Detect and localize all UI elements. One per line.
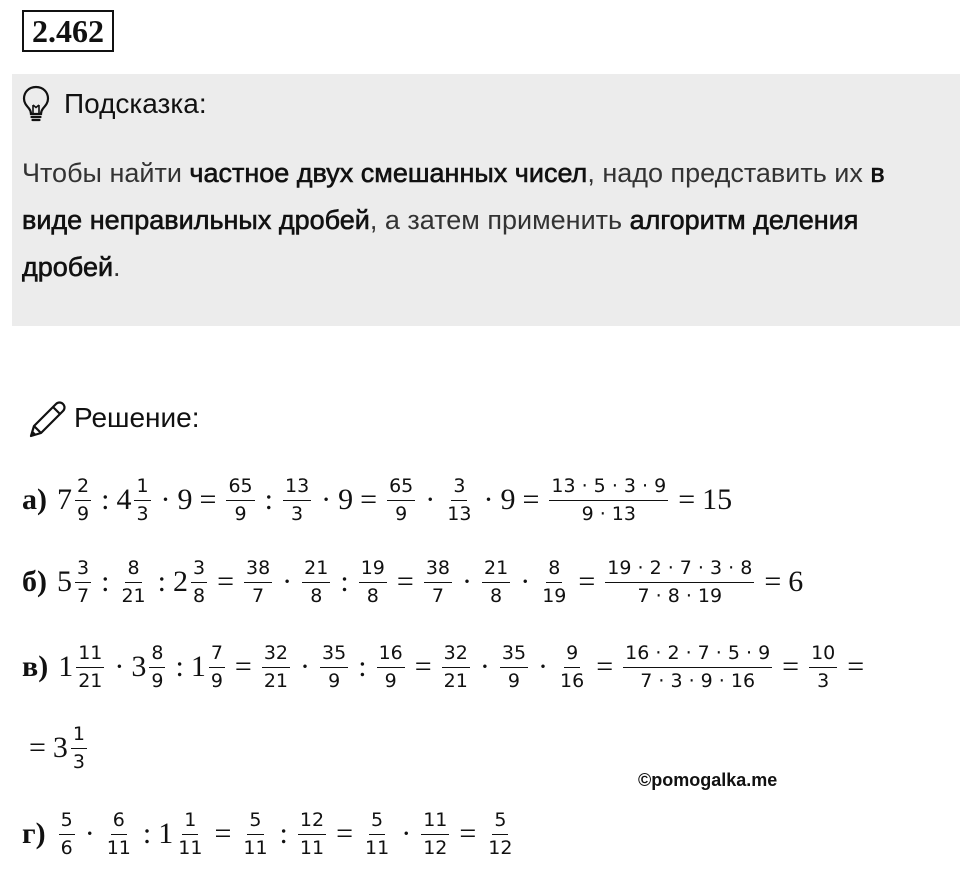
hint-text-part: , а затем применить [369,205,630,235]
operator: · [282,565,293,598]
numerator: 5 [247,808,263,835]
fraction [445,474,473,527]
denominator: 13 [447,502,472,525]
denominator: 21 [121,584,146,607]
fraction [363,808,391,861]
denominator: 3 [72,750,86,773]
denominator: 16 [560,669,585,692]
numerator: 38 [244,556,272,583]
denominator: 8 [192,584,206,607]
fraction [558,641,586,694]
fraction [482,556,510,609]
denominator: 6 [60,836,73,859]
numerator: 19 [359,556,387,583]
denominator: 8 [366,584,379,607]
item-label: в) [22,650,49,683]
hint-emphasis: алгоритм деления дробей [22,205,859,282]
fraction [75,474,91,527]
operator: : [101,565,110,598]
fraction [320,641,348,694]
numerator: 16 · 2 · 7 · 5 · 9 [623,641,772,668]
fraction [387,474,415,527]
number: 6 [788,565,804,598]
fraction [283,474,311,527]
operator: · [160,483,171,516]
numerator: 9 [564,641,580,668]
numerator: 8 [149,641,165,668]
number: 1 [58,650,74,683]
numerator: 8 [125,556,141,583]
fraction [424,556,452,609]
hint-text-part: . [113,252,121,282]
fraction [75,556,91,609]
numerator: 13 [283,474,311,501]
denominator: 9 [395,502,408,525]
numerator: 32 [262,641,290,668]
fraction [421,808,449,861]
denominator: 7 [77,584,90,607]
numerator: 5 [59,808,75,835]
numerator: 1 [71,722,87,749]
hint-text-part: Чтобы найти [22,158,190,188]
numerator: 11 [76,641,104,668]
numerator: 35 [320,641,348,668]
hint-title [22,82,207,126]
item-label: б) [22,565,47,598]
denominator: 12 [488,836,513,859]
denominator: 3 [291,502,304,525]
operator: = [522,483,540,516]
denominator: 11 [243,836,268,859]
hint-text-part: , надо представить их [587,158,871,188]
hint-emphasis: частное двух смешанных чисел [189,158,588,188]
numerator: 7 [209,641,225,668]
denominator: 8 [490,584,503,607]
watermark: ©pomogalka.me [638,770,778,790]
number: 4 [116,483,132,516]
fraction [149,641,165,694]
number: 15 [702,483,733,516]
operator: · [520,565,531,598]
fraction [302,556,330,609]
task-number: 2.462 [22,10,114,52]
denominator: 19 [542,584,567,607]
operator: = [199,483,217,516]
numerator: 3 [75,556,91,583]
denominator: 7 [431,584,444,607]
operator: · [401,817,412,850]
operator: = [360,483,378,516]
numerator: 65 [226,474,254,501]
denominator: 9 [151,669,164,692]
operator: · [84,817,95,850]
operator: = [847,650,865,683]
fraction [176,808,204,861]
operator: = [596,650,614,683]
operator: = [764,565,782,598]
numerator: 5 [492,808,508,835]
operator: : [157,565,166,598]
numerator: 1 [134,474,150,501]
fraction [442,641,470,694]
fraction [209,641,225,694]
operator: = [234,650,252,683]
fraction [605,556,754,609]
numerator: 21 [482,556,510,583]
numerator: 65 [387,474,415,501]
operator: = [578,565,596,598]
denominator: 9 [210,669,223,692]
denominator: 11 [299,836,325,859]
fraction [119,556,147,609]
numerator: 3 [191,556,207,583]
operator: · [479,650,490,683]
hint-emphasis: в виде неправильных дробей [22,158,885,235]
fraction [549,474,668,527]
fraction [262,641,290,694]
numerator: 1 [182,808,198,835]
pencil-icon [26,398,68,438]
numerator: 35 [500,641,528,668]
fraction [244,556,272,609]
operator: · [114,650,125,683]
solution-line-v [22,637,871,697]
operator: = [459,817,477,850]
fraction [809,641,837,694]
operator: = [414,650,432,683]
operator: · [300,650,311,683]
denominator: 9 [77,502,90,525]
number: 2 [172,565,188,598]
denominator: 7 [252,584,265,607]
solution-line-a [22,470,732,530]
fraction [59,808,75,861]
fraction [486,808,514,861]
numerator: 5 [369,808,385,835]
solution-title [26,396,200,440]
denominator: 3 [136,502,149,525]
fraction [105,808,133,861]
denominator: 9 [328,669,341,692]
operator: · [321,483,332,516]
fraction [359,556,387,609]
numerator: 38 [424,556,452,583]
operator: · [538,650,549,683]
solution-line-v-continued [22,718,90,778]
hint-text [22,150,942,291]
fraction [377,641,405,694]
operator: = [396,565,414,598]
numerator: 16 [377,641,405,668]
operator: = [29,731,46,764]
denominator: 9 [234,502,247,525]
numerator: 19 · 2 · 7 · 3 · 8 [605,556,754,583]
fraction [500,641,528,694]
denominator: 7 · 3 · 9 · 16 [640,669,756,692]
operator: · [462,565,472,598]
denominator: 8 [310,584,323,607]
operator: : [175,650,184,683]
solution-title-label: Решение: [74,402,200,433]
operator: · [425,483,436,516]
number: 9 [177,483,193,516]
numerator: 11 [421,808,449,835]
numerator: 6 [111,808,127,835]
fraction [76,641,104,694]
fraction [71,722,87,775]
denominator: 21 [263,669,289,692]
fraction [623,641,772,694]
operator: = [217,565,234,598]
numerator: 3 [451,474,467,501]
item-label: г) [22,817,46,850]
numerator: 8 [546,556,562,583]
fraction [226,474,254,527]
denominator: 9 [384,669,397,692]
operator: : [358,650,367,683]
denominator: 7 · 8 · 19 [637,584,723,607]
operator: = [336,817,353,850]
number: 9 [500,483,516,516]
operator: : [340,565,349,598]
lightbulb-icon [22,85,50,123]
denominator: 11 [365,836,390,859]
number: 9 [338,483,354,516]
denominator: 3 [817,669,830,692]
denominator: 11 [106,836,131,859]
fraction [191,556,207,609]
fraction [298,808,326,861]
numerator: 12 [298,808,326,835]
operator: · [483,483,494,516]
number: 5 [57,565,72,598]
numerator: 2 [75,474,91,501]
numerator: 10 [809,641,837,668]
operator: : [279,817,288,850]
fraction [134,474,150,527]
denominator: 9 [507,669,520,692]
denominator: 21 [443,669,468,692]
operator: : [101,483,110,516]
fraction [241,808,269,861]
denominator: 12 [423,836,448,859]
item-label: а) [22,483,47,516]
operator: : [264,483,273,516]
solution-line-b [22,552,803,612]
numerator: 32 [442,641,470,668]
number: 7 [57,483,72,516]
number: 3 [52,731,68,764]
denominator: 21 [78,669,103,692]
operator: : [142,817,152,850]
operator: = [214,817,232,850]
hint-title-label: Подсказка: [64,88,207,119]
fraction [540,556,568,609]
solution-line-g [22,804,517,864]
number: 1 [190,650,206,683]
denominator: 11 [178,836,203,859]
number: 3 [131,650,147,683]
number: 1 [158,817,174,850]
numerator: 13 · 5 · 3 · 9 [549,474,668,501]
numerator: 21 [302,556,330,583]
operator: = [782,650,800,683]
denominator: 9 · 13 [581,502,636,525]
operator: = [678,483,696,516]
